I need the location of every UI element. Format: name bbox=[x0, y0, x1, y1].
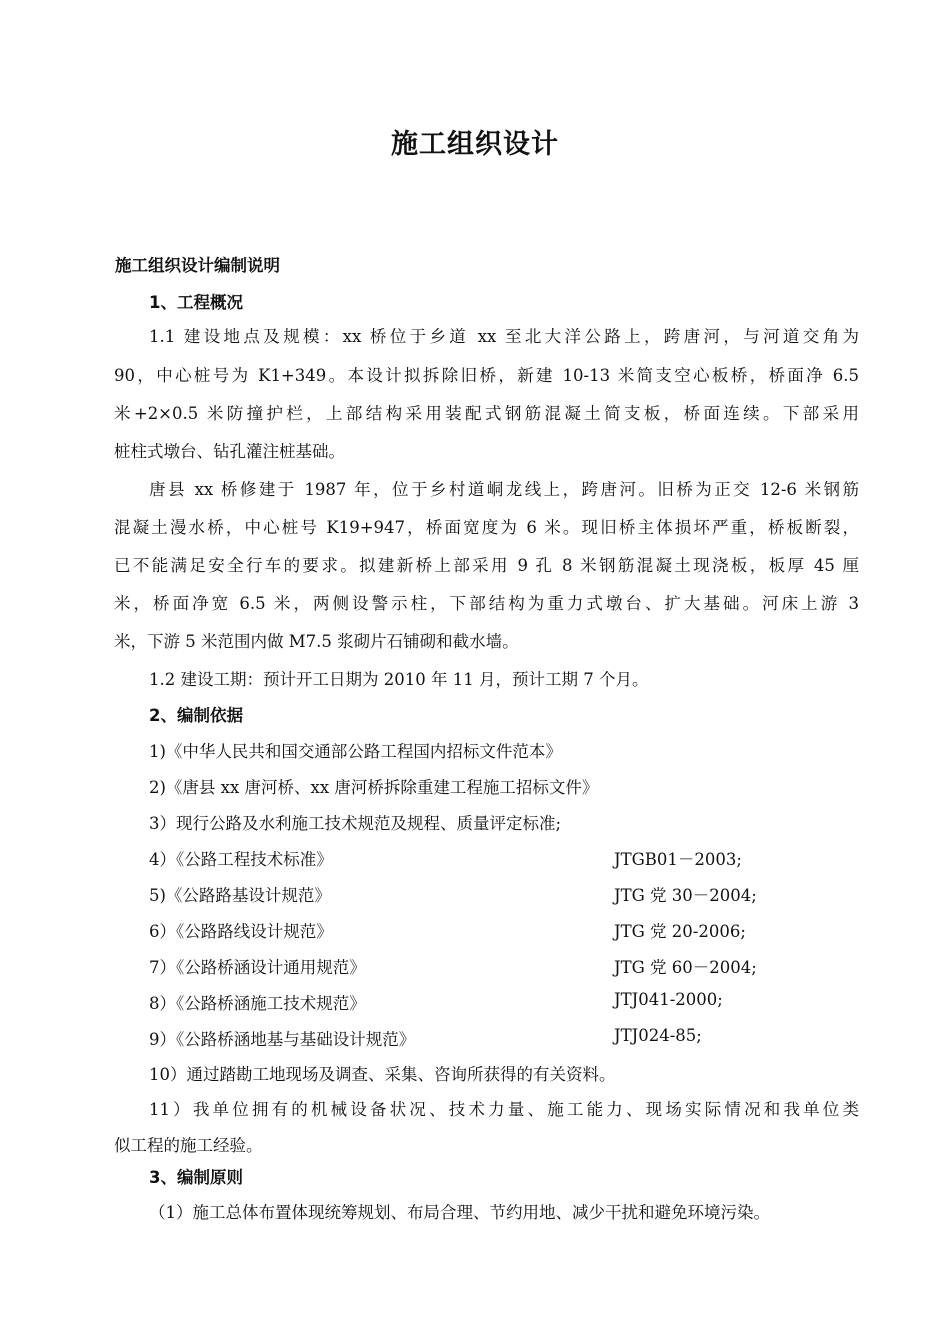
paragraph-line: 桩柱式墩台、钻孔灌注桩基础。 bbox=[114, 442, 345, 461]
standard-name: 8）《公路桥涵施工技术规范》 bbox=[149, 994, 366, 1013]
section-1-heading: 1、工程概况 bbox=[149, 293, 243, 312]
standard-name: 4）《公路工程技术标准》 bbox=[149, 850, 333, 869]
standard-code: JTG 党 30－2004; bbox=[614, 886, 757, 905]
standard-name: 7）《公路桥涵设计通用规范》 bbox=[149, 958, 366, 977]
paragraph-line: 米，下游 5 米范围内做 M7.5 浆砌片石铺砌和截水墙。 bbox=[114, 632, 519, 651]
paragraph-line: 11）我单位拥有的机械设备状况、技术力量、施工能力、现场实际情况和我单位类 bbox=[149, 1100, 859, 1119]
standard-code: JTJ024-85; bbox=[614, 1026, 702, 1045]
paragraph-line: 米+2×0.5 米防撞护栏，上部结构采用装配式钢筋混凝土简支板，桥面连续。下部采用 bbox=[114, 404, 859, 423]
basis-item: 3）现行公路及水利施工技术规范及规程、质量评定标准; bbox=[149, 814, 562, 833]
paragraph-line: 1.2 建设工期：预计开工日期为 2010 年 11 月，预计工期 7 个月。 bbox=[149, 670, 649, 689]
paragraph-line: 1.1 建设地点及规模：xx 桥位于乡道 xx 至北大洋公路上，跨唐河，与河道交角为 bbox=[149, 327, 859, 346]
basis-item: 2)《唐县 xx 唐河桥、xx 唐河桥拆除重建工程施工招标文件》 bbox=[149, 778, 599, 797]
intro-heading: 施工组织设计编制说明 bbox=[115, 256, 280, 275]
paragraph-line: 似工程的施工经验。 bbox=[114, 1136, 263, 1155]
paragraph-line: 已不能满足安全行车的要求。拟建新桥上部采用 9 孔 8 米钢筋混凝土现浇板，板厚 45 厘 bbox=[114, 556, 859, 575]
paragraph-line: 唐县 xx 桥修建于 1987 年，位于乡村道峒龙线上，跨唐河。旧桥为正交 12-6 米钢筋 bbox=[149, 480, 859, 499]
standard-name: 6）《公路路线设计规范》 bbox=[149, 922, 333, 941]
standard-name: 5)《公路路基设计规范》 bbox=[149, 886, 331, 905]
page-title: 施工组织设计 bbox=[391, 129, 559, 160]
section-3-heading: 3、编制原则 bbox=[149, 1168, 243, 1187]
paragraph-line: 混凝土漫水桥，中心桩号 K19+947，桥面宽度为 6 米。现旧桥主体损坏严重，桥板断裂， bbox=[114, 518, 859, 537]
paragraph-line: 90，中心桩号为 K1+349。本设计拟拆除旧桥，新建 10-13 米简支空心板桥，桥面净 6.5 bbox=[114, 366, 859, 385]
section-2-heading: 2、编制依据 bbox=[149, 706, 243, 725]
standard-code: JTG 党 20-2006; bbox=[614, 922, 746, 941]
standard-code: JTG 党 60－2004; bbox=[614, 958, 757, 977]
basis-item: 10）通过踏勘工地现场及调查、采集、咨询所获得的有关资料。 bbox=[149, 1065, 616, 1084]
standard-code: JTGB01－2003; bbox=[614, 850, 742, 869]
standard-name: 9）《公路桥涵地基与基础设计规范》 bbox=[149, 1030, 416, 1049]
paragraph-line: 米，桥面净宽 6.5 米，两侧设警示柱，下部结构为重力式墩台、扩大基础。河床上游 3 bbox=[114, 594, 859, 613]
standard-code: JTJ041-2000; bbox=[614, 990, 723, 1009]
basis-item: 1)《中华人民共和国交通部公路工程国内招标文件范本》 bbox=[149, 742, 562, 761]
principle-item: （1）施工总体布置体现统筹规划、布局合理、节约用地、减少干扰和避免环境污染。 bbox=[149, 1203, 770, 1222]
